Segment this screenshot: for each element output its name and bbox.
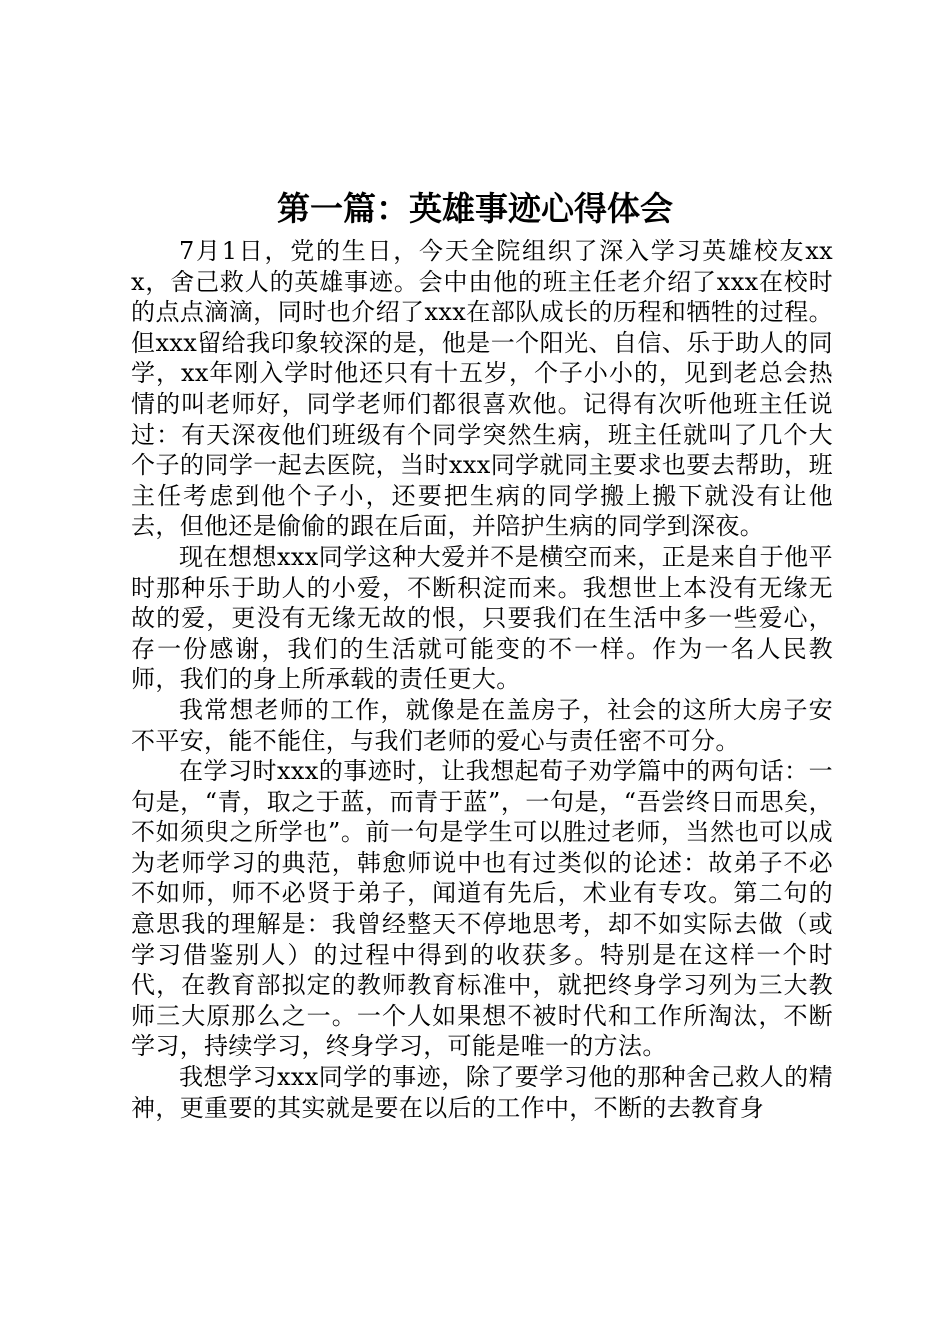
document-title: 第一篇：英雄事迹心得体会 — [277, 189, 673, 228]
paragraph-1: 7月1日，党的生日，今天全院组织了深入学习英雄校友xxx，舍己救人的英雄事迹。会中由他的班主任老介绍了xxx在校时的点点滴滴，同时也介绍了xxx在部队成长的历程和牺牲的过程。但xxx留给我印象较深的是，他是一个阳光、自信、乐于助人的同学，xx年刚入学时他还只有十五岁，个子小小的，见到老总会热情的叫老师好，同学老师们都很喜欢他。记得有次听他班主任说过：有天深夜他们班级有个同学突然生病，班主任就叫了几个大个子的同学一起去医院，当时xxx同学就同主要求也要去帮助，班主任考虑到他个子小，还要把生病的同学搬上搬下就没有让他去，但他还是偷偷的跟在后面，并陪护生病的同学到深夜。 — [131, 237, 833, 541]
paragraph-5: 我想学习xxx同学的事迹，除了要学习他的那种舍己救人的精神，更重要的其实就是要在以后的工作中，不断的去教育身 — [131, 1063, 833, 1122]
paragraph-4: 在学习时xxx的事迹时，让我想起荀子劝学篇中的两句话：一句是，“青，取之于蓝，而青于蓝”，一句是，“吾尝终日而思矣，不如须臾之所学也”。前一句是学生可以胜过老师，当然也可以成为老师学习的典范，韩愈师说中也有过类似的论述：故弟子不必不如师，师不必贤于弟子，闻道有先后，术业有专攻。第二句的意思我的理解是：我曾经整天不停地思考，却不如实际去做（或学习借鉴别人）的过程中得到的收获多。特别是在这样一个时代，在教育部拟定的教师教育标准中，就把终身学习列为三大教师三大原那么之一。一个人如果想不被时代和工作所淘汰，不断学习，持续学习，终身学习，可能是唯一的方法。 — [131, 757, 833, 1061]
paragraph-3: 我常想老师的工作，就像是在盖房子，社会的这所大房子安不平安，能不能住，与我们老师的爱心与责任密不可分。 — [131, 695, 833, 755]
document-body — [131, 236, 833, 1123]
paragraph-2: 现在想想xxx同学这种大爱并不是横空而来，正是来自于他平时那种乐于助人的小爱，不断积淀而来。我想世上本没有无缘无故的爱，更没有无缘无故的恨，只要我们在生活中多一些爱心，存一份感谢，我们的生活就可能变的不一样。作为一名人民教师，我们的身上所承载的责任更大。 — [131, 542, 833, 694]
